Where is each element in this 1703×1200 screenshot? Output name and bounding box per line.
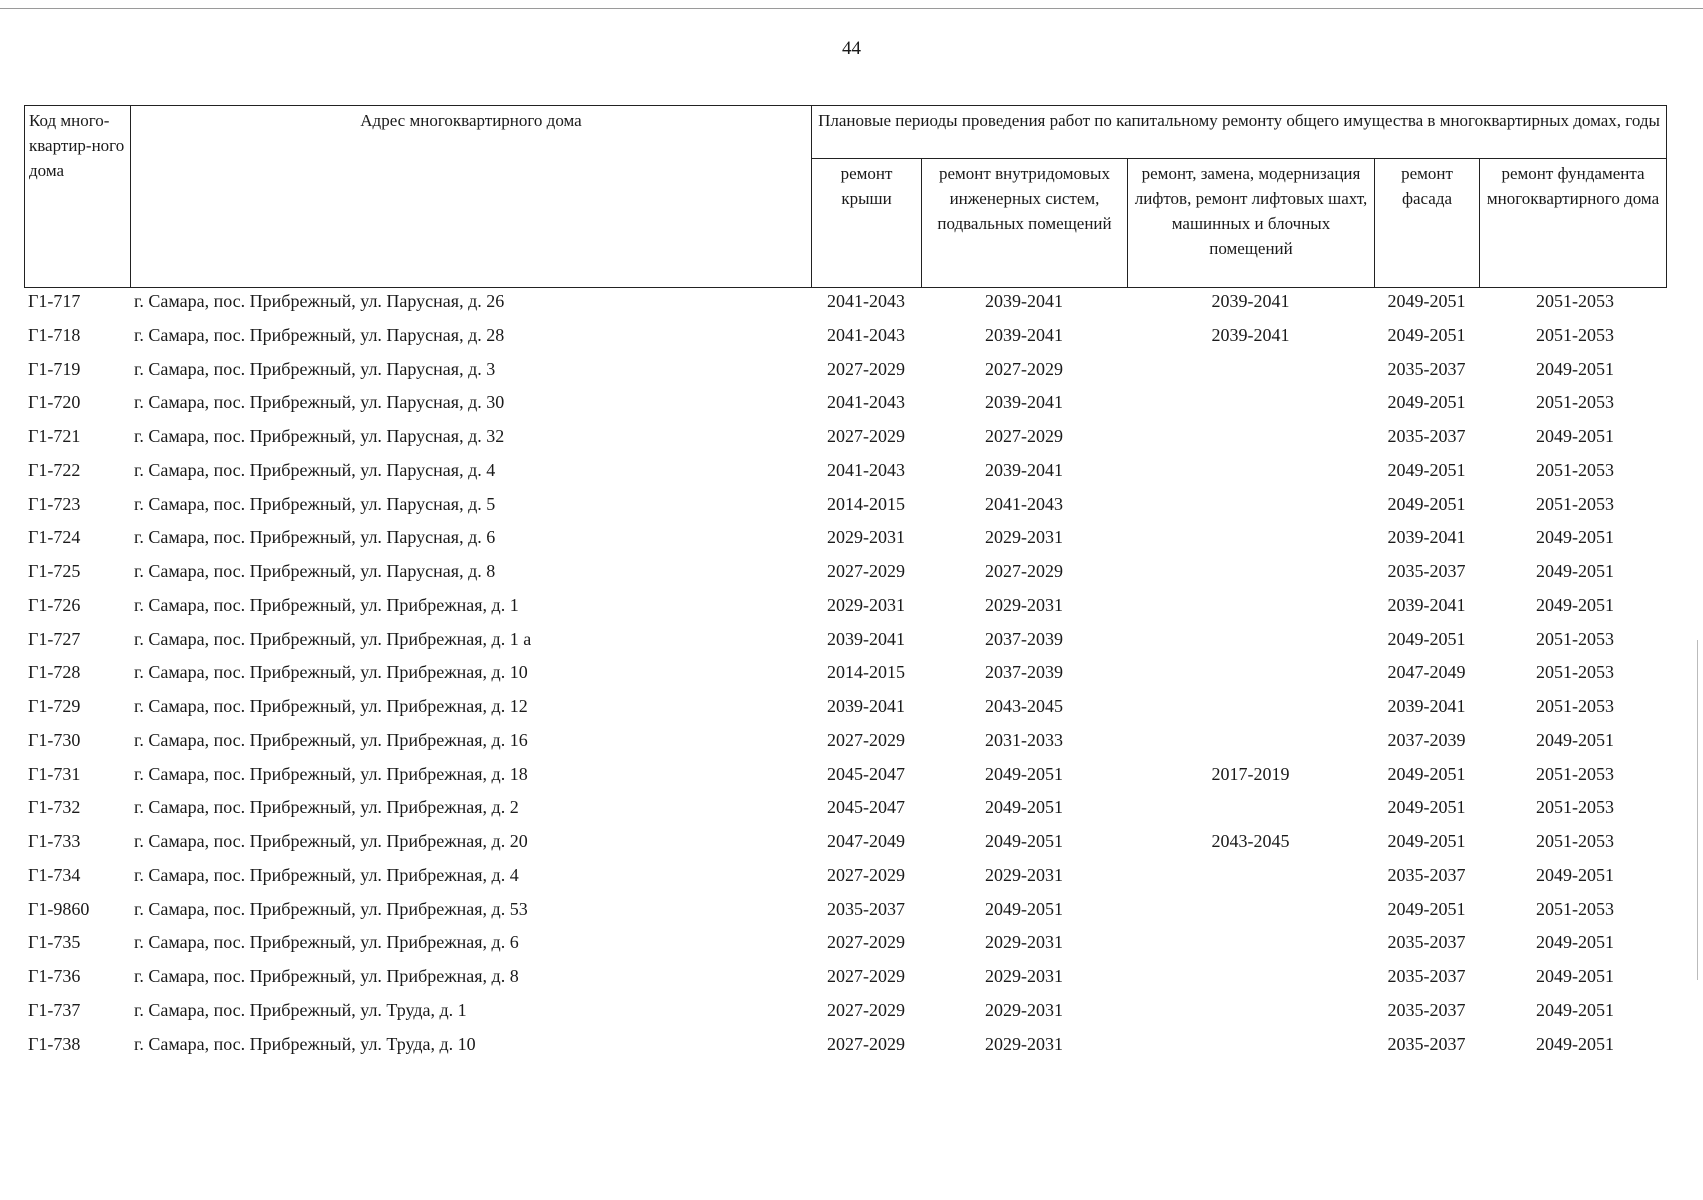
table-row xyxy=(24,523,1666,557)
row-systems: 2039-2041 xyxy=(985,291,1063,311)
row-roof: 2029-2031 xyxy=(827,527,905,548)
row-systems: 2049-2051 xyxy=(985,763,1063,784)
row-lifts: 2039-2041 xyxy=(1211,324,1290,345)
row-code: Г1-729 xyxy=(28,696,81,716)
table-row xyxy=(24,355,1666,389)
row-systems: 2027-2029 xyxy=(985,358,1063,379)
row-systems: 2039-2041 xyxy=(985,392,1063,413)
header-roof: ремонт крыши xyxy=(812,159,922,288)
row-facade: 2049-2051 xyxy=(1387,291,1466,311)
row-facade: 2049-2051 xyxy=(1387,763,1466,784)
row-systems: 2043-2045 xyxy=(985,696,1063,716)
row-roof: 2045-2047 xyxy=(827,763,905,784)
row-systems: 2029-2031 xyxy=(985,999,1063,1020)
row-foundation: 2051-2053 xyxy=(1536,493,1614,514)
row-foundation: 2051-2053 xyxy=(1536,291,1614,311)
row-systems: 2029-2031 xyxy=(985,932,1063,953)
row-roof: 2041-2043 xyxy=(827,459,905,480)
table-row xyxy=(24,456,1666,490)
row-facade: 2049-2051 xyxy=(1387,831,1466,851)
row-code: Г1-731 xyxy=(28,763,81,784)
row-foundation: 2049-2051 xyxy=(1536,594,1614,615)
row-code: Г1-737 xyxy=(28,999,81,1020)
row-roof: 2041-2043 xyxy=(827,392,905,413)
row-roof: 2027-2029 xyxy=(827,864,905,885)
row-foundation: 2051-2053 xyxy=(1536,628,1614,649)
table-body xyxy=(24,287,1666,1063)
row-facade: 2035-2037 xyxy=(1387,864,1466,885)
row-roof: 2014-2015 xyxy=(827,493,905,514)
table-row xyxy=(24,591,1666,625)
row-foundation: 2049-2051 xyxy=(1536,426,1614,446)
row-address: г. Самара, пос. Прибрежный, ул. Парусная, д. 8 xyxy=(134,561,496,581)
row-systems: 2041-2043 xyxy=(985,493,1063,514)
header-lifts: ремонт, замена, модернизация лифтов, ремонт лифтовых шахт, машинных и блочных помещений xyxy=(1128,159,1375,288)
row-address: г. Самара, пос. Прибрежный, ул. Парусная, д. 26 xyxy=(134,291,505,311)
row-roof: 2027-2029 xyxy=(827,358,905,379)
header-code: Код много-квартир-ного дома xyxy=(25,106,131,288)
row-facade: 2035-2037 xyxy=(1387,932,1466,953)
row-facade: 2049-2051 xyxy=(1387,898,1466,919)
row-address: г. Самара, пос. Прибрежный, ул. Парусная, д. 5 xyxy=(134,493,496,514)
row-systems: 2049-2051 xyxy=(985,831,1063,851)
row-code: Г1-723 xyxy=(28,493,81,514)
row-foundation: 2051-2053 xyxy=(1536,459,1614,480)
table-row xyxy=(24,928,1666,962)
row-code: Г1-734 xyxy=(28,864,81,885)
table-row xyxy=(24,1030,1666,1064)
row-address: г. Самара, пос. Прибрежный, ул. Прибрежная, д. 10 xyxy=(134,662,528,683)
row-systems: 2049-2051 xyxy=(985,797,1063,818)
row-facade: 2035-2037 xyxy=(1387,999,1466,1020)
table-row xyxy=(24,760,1666,794)
row-code: Г1-730 xyxy=(28,729,81,750)
row-roof: 2041-2043 xyxy=(827,324,905,345)
row-foundation: 2049-2051 xyxy=(1536,1033,1614,1054)
header-systems: ремонт внутридомовых инженерных систем, подвальных помещений xyxy=(922,159,1128,288)
row-systems: 2039-2041 xyxy=(985,459,1063,480)
row-roof: 2027-2029 xyxy=(827,426,905,446)
row-code: Г1-736 xyxy=(28,966,81,986)
row-address: г. Самара, пос. Прибрежный, ул. Прибрежная, д. 2 xyxy=(134,797,519,818)
table-row xyxy=(24,692,1666,726)
scan-border-line xyxy=(0,8,1703,9)
table-row xyxy=(24,422,1666,456)
row-systems: 2027-2029 xyxy=(985,561,1063,581)
row-foundation: 2051-2053 xyxy=(1536,797,1614,818)
row-foundation: 2051-2053 xyxy=(1536,898,1614,919)
row-address: г. Самара, пос. Прибрежный, ул. Парусная, д. 32 xyxy=(134,426,505,446)
table-row xyxy=(24,895,1666,929)
row-address: г. Самара, пос. Прибрежный, ул. Труда, д. 1 xyxy=(134,999,467,1020)
row-address: г. Самара, пос. Прибрежный, ул. Парусная, д. 28 xyxy=(134,324,505,345)
row-facade: 2035-2037 xyxy=(1387,561,1466,581)
row-facade: 2049-2051 xyxy=(1387,628,1466,649)
row-facade: 2049-2051 xyxy=(1387,324,1466,345)
scan-edge-mark xyxy=(1697,640,1698,980)
row-code: Г1-732 xyxy=(28,797,81,818)
row-facade: 2035-2037 xyxy=(1387,1033,1466,1054)
row-roof: 2039-2041 xyxy=(827,696,905,716)
row-systems: 2027-2029 xyxy=(985,426,1063,446)
row-foundation: 2051-2053 xyxy=(1536,696,1614,716)
row-roof: 2047-2049 xyxy=(827,831,905,851)
row-roof: 2027-2029 xyxy=(827,932,905,953)
table-row xyxy=(24,388,1666,422)
row-foundation: 2051-2053 xyxy=(1536,763,1614,784)
row-systems: 2029-2031 xyxy=(985,527,1063,548)
table-row xyxy=(24,658,1666,692)
row-facade: 2035-2037 xyxy=(1387,426,1466,446)
row-address: г. Самара, пос. Прибрежный, ул. Парусная, д. 3 xyxy=(134,358,496,379)
table-row xyxy=(24,557,1666,591)
row-foundation: 2049-2051 xyxy=(1536,358,1614,379)
table-row xyxy=(24,827,1666,861)
table-row xyxy=(24,793,1666,827)
row-systems: 2039-2041 xyxy=(985,324,1063,345)
row-address: г. Самара, пос. Прибрежный, ул. Прибрежная, д. 12 xyxy=(134,696,528,716)
table-row xyxy=(24,287,1666,321)
row-code: Г1-718 xyxy=(28,324,81,345)
row-address: г. Самара, пос. Прибрежный, ул. Прибрежная, д. 20 xyxy=(134,831,528,851)
row-address: г. Самара, пос. Прибрежный, ул. Прибрежная, д. 6 xyxy=(134,932,519,953)
row-foundation: 2051-2053 xyxy=(1536,831,1614,851)
row-roof: 2027-2029 xyxy=(827,729,905,750)
row-code: Г1-717 xyxy=(28,291,81,311)
row-foundation: 2049-2051 xyxy=(1536,864,1614,885)
row-address: г. Самара, пос. Прибрежный, ул. Прибрежная, д. 8 xyxy=(134,966,519,986)
row-roof: 2027-2029 xyxy=(827,1033,905,1054)
row-foundation: 2049-2051 xyxy=(1536,527,1614,548)
row-lifts: 2043-2045 xyxy=(1211,831,1290,851)
row-foundation: 2049-2051 xyxy=(1536,966,1614,986)
row-address: г. Самара, пос. Прибрежный, ул. Прибрежная, д. 1 xyxy=(134,594,519,615)
header-foundation: ремонт фундамента многоквартирного дома xyxy=(1480,159,1667,288)
row-address: г. Самара, пос. Прибрежный, ул. Прибрежная, д. 53 xyxy=(134,898,528,919)
row-foundation: 2051-2053 xyxy=(1536,662,1614,683)
row-code: Г1-728 xyxy=(28,662,81,683)
table-row xyxy=(24,962,1666,996)
row-lifts: 2017-2019 xyxy=(1211,763,1290,784)
table-row xyxy=(24,490,1666,524)
row-code: Г1-724 xyxy=(28,527,81,548)
row-code: Г1-727 xyxy=(28,628,81,649)
table-row xyxy=(24,625,1666,659)
row-foundation: 2049-2051 xyxy=(1536,729,1614,750)
row-code: Г1-738 xyxy=(28,1033,81,1054)
row-systems: 2029-2031 xyxy=(985,1033,1063,1054)
row-address: г. Самара, пос. Прибрежный, ул. Парусная, д. 6 xyxy=(134,527,496,548)
table-row xyxy=(24,321,1666,355)
row-facade: 2035-2037 xyxy=(1387,966,1466,986)
row-code: Г1-720 xyxy=(28,392,81,413)
table-row xyxy=(24,861,1666,895)
row-roof: 2029-2031 xyxy=(827,594,905,615)
row-code: Г1-725 xyxy=(28,561,81,581)
row-roof: 2035-2037 xyxy=(827,898,905,919)
row-address: г. Самара, пос. Прибрежный, ул. Труда, д. 10 xyxy=(134,1033,476,1054)
row-lifts: 2039-2041 xyxy=(1211,291,1290,311)
row-facade: 2049-2051 xyxy=(1387,459,1466,480)
row-foundation: 2049-2051 xyxy=(1536,561,1614,581)
row-roof: 2045-2047 xyxy=(827,797,905,818)
row-facade: 2049-2051 xyxy=(1387,797,1466,818)
row-roof: 2041-2043 xyxy=(827,291,905,311)
row-facade: 2039-2041 xyxy=(1387,594,1466,615)
row-roof: 2014-2015 xyxy=(827,662,905,683)
row-roof: 2027-2029 xyxy=(827,561,905,581)
row-facade: 2035-2037 xyxy=(1387,358,1466,379)
row-code: Г1-722 xyxy=(28,459,81,480)
row-systems: 2029-2031 xyxy=(985,966,1063,986)
row-code: Г1-733 xyxy=(28,831,81,851)
row-code: Г1-9860 xyxy=(28,898,90,919)
row-systems: 2037-2039 xyxy=(985,662,1063,683)
row-facade: 2047-2049 xyxy=(1387,662,1466,683)
header-address: Адрес многоквартирного дома xyxy=(131,106,812,288)
row-code: Г1-721 xyxy=(28,426,81,446)
table-header xyxy=(24,105,1667,288)
row-address: г. Самара, пос. Прибрежный, ул. Прибрежная, д. 18 xyxy=(134,763,528,784)
row-facade: 2037-2039 xyxy=(1387,729,1466,750)
row-systems: 2031-2033 xyxy=(985,729,1063,750)
row-address: г. Самара, пос. Прибрежный, ул. Прибрежная, д. 16 xyxy=(134,729,528,750)
row-foundation: 2049-2051 xyxy=(1536,999,1614,1020)
row-roof: 2039-2041 xyxy=(827,628,905,649)
row-code: Г1-726 xyxy=(28,594,81,615)
row-address: г. Самара, пос. Прибрежный, ул. Прибрежная, д. 4 xyxy=(134,864,519,885)
row-systems: 2037-2039 xyxy=(985,628,1063,649)
row-address: г. Самара, пос. Прибрежный, ул. Парусная, д. 30 xyxy=(134,392,505,413)
row-systems: 2029-2031 xyxy=(985,864,1063,885)
page-number: 44 xyxy=(842,38,861,59)
row-roof: 2027-2029 xyxy=(827,966,905,986)
row-foundation: 2049-2051 xyxy=(1536,932,1614,953)
header-periods: Плановые периоды проведения работ по капитальному ремонту общего имущества в многоквартирных домах, годы xyxy=(812,106,1667,159)
row-address: г. Самара, пос. Прибрежный, ул. Парусная, д. 4 xyxy=(134,459,496,480)
table-row xyxy=(24,996,1666,1030)
table-row xyxy=(24,726,1666,760)
row-code: Г1-735 xyxy=(28,932,81,953)
row-facade: 2049-2051 xyxy=(1387,392,1466,413)
row-roof: 2027-2029 xyxy=(827,999,905,1020)
row-address: г. Самара, пос. Прибрежный, ул. Прибрежная, д. 1 а xyxy=(134,628,532,649)
row-foundation: 2051-2053 xyxy=(1536,392,1614,413)
row-code: Г1-719 xyxy=(28,358,81,379)
row-facade: 2049-2051 xyxy=(1387,493,1466,514)
row-systems: 2049-2051 xyxy=(985,898,1063,919)
row-foundation: 2051-2053 xyxy=(1536,324,1614,345)
row-facade: 2039-2041 xyxy=(1387,527,1466,548)
header-facade: ремонт фасада xyxy=(1375,159,1480,288)
row-facade: 2039-2041 xyxy=(1387,696,1466,716)
row-systems: 2029-2031 xyxy=(985,594,1063,615)
